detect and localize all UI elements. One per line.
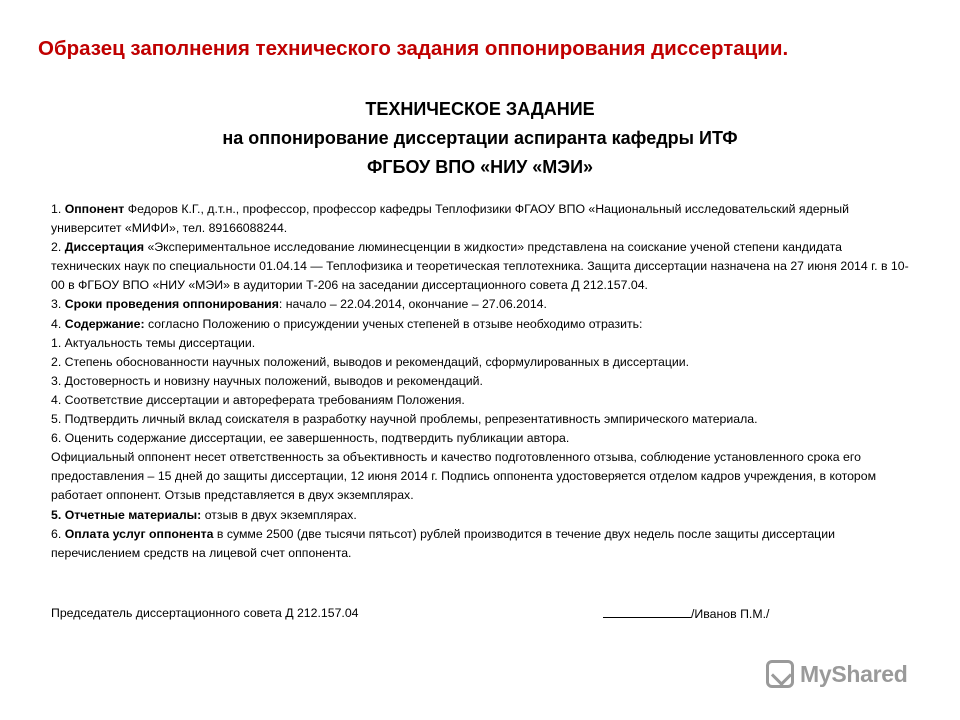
watermark: [766, 656, 908, 692]
document-heading: [0, 95, 960, 182]
item-label: Сроки проведения оппонирования: [64, 297, 279, 312]
item-text: : начало – 22.04.2014, окончание – 27.06.2014.: [278, 297, 547, 312]
sublist-item: 2. Степень обоснованности научных положений, выводов и рекомендаций, сформулированных в диссертации.: [51, 354, 690, 369]
sublist-item: 1. Актуальность темы диссертации.: [51, 335, 256, 350]
item-label: Оппонент: [64, 202, 125, 216]
item-text: согласно Положению о присуждении ученых степеней в отзыве необходимо отразить:: [147, 316, 643, 331]
item-label: Содержание:: [64, 316, 145, 331]
item-text: в сумме 2500 (две тысячи пятьсот) рублей производится в течение двух недель после защиты диссертации перечислением средств на лицевой счет оппонента.: [51, 526, 835, 560]
item-number: 6.: [51, 526, 62, 541]
myshared-logo-icon: [766, 660, 794, 688]
heading-line-2-department: ИТФ: [699, 128, 738, 148]
official-opponent-note: Официальный оппонент несет ответственность за объективность и качество подготовленного отзыва, соблюдение установленного срока его предоставления – 15 дней до защиты диссертации, 12 июня 2014 г. Подпись оппонента удостоверяется отделом кадров учреждения, в котором работает оппонент. Отзыв представляется в двух экземплярах.: [51, 450, 877, 503]
item-label: Диссертация: [64, 240, 145, 255]
item-opponent: [51, 200, 911, 238]
item-number: 3.: [51, 297, 62, 312]
signature-name: /Иванов П.М./: [691, 607, 770, 621]
watermark-text: MyShared: [800, 660, 908, 687]
item-text: Федоров К.Г., д.т.н., профессор, профессор кафедры Теплофизики ФГАОУ ВПО «Национальный исследовательский ядерный университет «МИФИ», тел. 89166088244.: [51, 202, 849, 236]
heading-line-1: ТЕХНИЧЕСКОЕ ЗАДАНИЕ: [365, 99, 595, 119]
item-label: Отчетные материалы:: [64, 507, 202, 522]
item-number: 5.: [51, 507, 62, 522]
item-text: «Экспериментальное исследование люминесценции в жидкости» представлена на соискание ученой степени кандидата технических наук по специальности 01.04.14 — Теплофизика и теоретическая теплотехника. Защита диссертации назначена на 27 июня 2014 г. в 10-00 в ФГБОУ ВПО «НИУ «МЭИ» в аудитории Т-206 на заседании диссертационного совета Д 212.157.04.: [51, 240, 909, 293]
signature-chairman: Председатель диссертационного совета Д 212.157.04: [51, 606, 359, 620]
sublist-item: 6. Оценить содержание диссертации, ее завершенность, подтвердить публикации автора.: [51, 431, 570, 446]
item-dissertation: [51, 238, 911, 295]
signature-line: [603, 604, 691, 618]
sublist-item: 5. Подтвердить личный вклад соискателя в разработку научной проблемы, репрезентативность эмпирического материала.: [51, 412, 758, 427]
heading-line-2: [0, 124, 960, 153]
item-text: отзыв в двух экземплярах.: [204, 507, 357, 522]
item-label: Оплата услуг оппонента: [64, 526, 214, 541]
item-payment: [51, 525, 911, 563]
sublist-item: 3. Достоверность и новизну научных положений, выводов и рекомендаций.: [51, 373, 483, 388]
page-title: Образец заполнения технического задания оппонирования диссертации.: [38, 37, 789, 60]
signature-block: [51, 604, 911, 623]
heading-line-3: ФГБОУ ВПО «НИУ «МЭИ»: [366, 157, 594, 177]
document-body: [51, 200, 911, 563]
item-terms: [51, 295, 911, 314]
heading-line-2-prefix: на оппонирование диссертации аспиранта кафедры: [222, 128, 694, 148]
sublist-item: 4. Соответствие диссертации и автореферата требованиям Положения.: [51, 392, 465, 407]
signature-name-field: [603, 604, 769, 624]
item-reporting: [51, 506, 911, 525]
item-content: [51, 315, 911, 334]
item-number: 2.: [51, 240, 62, 255]
item-number: 4.: [51, 316, 62, 331]
item-number: 1.: [51, 202, 62, 216]
